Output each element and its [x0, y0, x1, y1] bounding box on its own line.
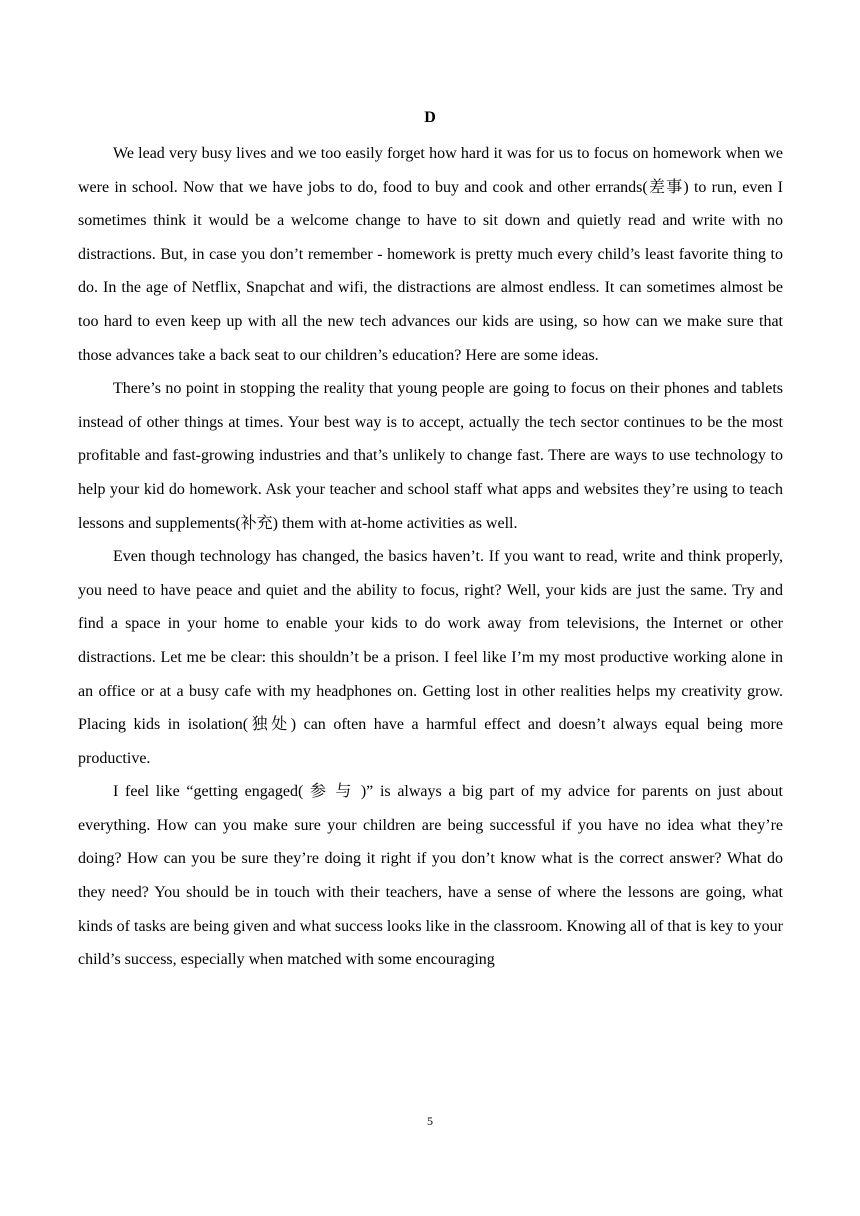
page-number: 5 — [427, 1114, 433, 1128]
paragraph-1: We lead very busy lives and we too easily forget how hard it was for us to focus on homework when we were in school. Now that we have jobs to do, food to buy and cook and other errands(差事) to run, even I sometimes think it would be a welcome change to have to sit down and quietly read and write with no distractions. But, in case you don’t remember - homework is pretty much every child’s least favorite thing to do. In the age of Netflix, Snapchat and wifi, the distractions are almost endless. It can sometimes almost be too hard to even keep up with all the new tech advances our kids are using, so how can we make sure that those advances take a back seat to our children’s education? Here are some ideas. — [78, 145, 783, 364]
paragraph-4: I feel like “getting engaged( 参 与 )” is always a big part of my advice for parents on just about everything. How can you make sure your children are being successful if you have no idea what they’re doing? How can you be sure they’re doing it right if you don’t know what is the correct answer? What do they need? You should be in touch with their teachers, have a sense of where the lessons are going, what kinds of tasks are being given and what success looks like in the classroom. Knowing all of that is key to your child’s success, especially when matched with some encouraging — [78, 783, 783, 969]
section-title: D — [424, 109, 436, 126]
paragraph-3: Even though technology has changed, the basics haven’t. If you want to read, write and think properly, you need to have peace and quiet and the ability to focus, right? Well, your kids are just the same. Try and find a space in your home to enable your kids to do work away from televisions, the Internet or other distractions. Let me be clear: this shouldn’t be a prison. I feel like I’m my most productive working alone in an office or at a busy cafe with my headphones on. Getting lost in other realities helps my creativity grow. Placing kids in isolation(独处) can often have a harmful effect and doesn’t always equal being more productive. — [78, 548, 783, 767]
paragraph-2: There’s no point in stopping the reality that young people are going to focus on their phones and tablets instead of other things at times. Your best way is to accept, actually the tech sector continues to be the most profitable and fast-growing industries and that’s unlikely to change fast. There are ways to use technology to help your kid do homework. Ask your teacher and school staff what apps and websites they’re using to teach lessons and supplements(补充) them with at-home activities as well. — [78, 380, 783, 532]
article-body — [78, 137, 783, 977]
